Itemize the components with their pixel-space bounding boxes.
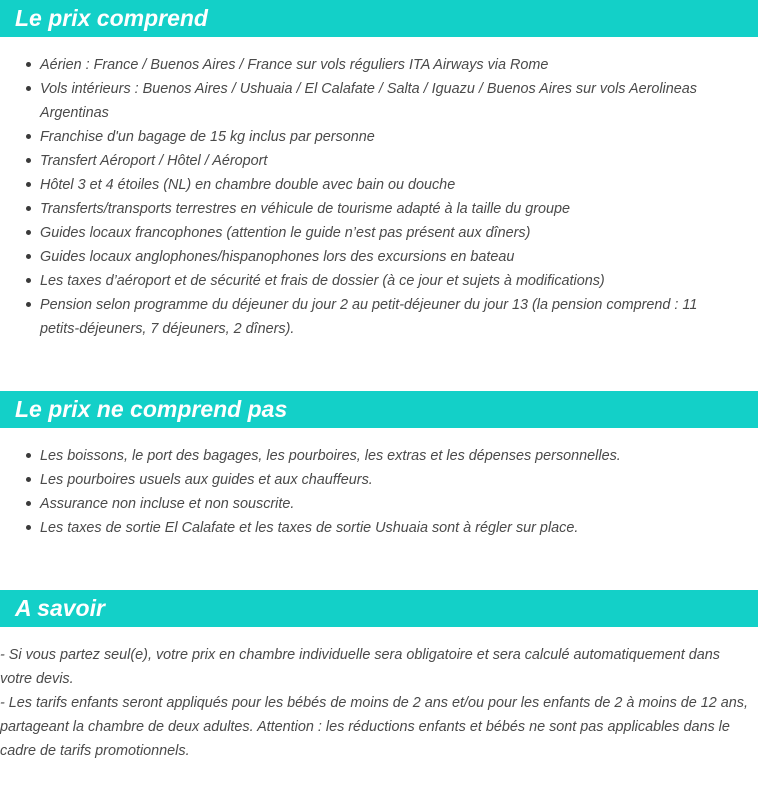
section-header-included (0, 0, 758, 37)
included-item: Franchise d'un bagage de 15 kg inclus par personne (0, 125, 758, 149)
included-item: Aérien : France / Buenos Aires / France sur vols réguliers ITA Airways via Rome (0, 53, 758, 77)
excluded-item: Les taxes de sortie El Calafate et les taxes de sortie Ushuaia sont à régler sur place. (0, 516, 758, 540)
included-item: Les taxes d’aéroport et de sécurité et frais de dossier (à ce jour et sujets à modifications) (0, 269, 758, 293)
excluded-list (0, 444, 758, 540)
included-item: Guides locaux francophones (attention le guide n’est pas présent aux dîners) (0, 221, 758, 245)
included-item: Pension selon programme du déjeuner du jour 2 au petit-déjeuner du jour 13 (la pension comprend : 11 petits-déjeuners, 7 déjeuners, 2 dîners). (0, 293, 758, 341)
info-note-line: - Si vous partez seul(e), votre prix en chambre individuelle sera obligatoire et sera calculé automatiquement dans votre devis. (0, 647, 720, 687)
info-note-line: - Les tarifs enfants seront appliqués pour les bébés de moins de 2 ans et/ou pour les enfants de 2 à moins de 12 ans, partageant la chambre de deux adultes. Attention : les réductions enfants et bébés ne sont pas applicables dans le cadre de tarifs promotionnels. (0, 695, 748, 759)
included-list (0, 53, 758, 341)
section-title-included: Le prix comprend (15, 5, 208, 31)
included-item: Transfert Aéroport / Hôtel / Aéroport (0, 149, 758, 173)
info-notes (0, 643, 752, 763)
excluded-item: Assurance non incluse et non souscrite. (0, 492, 758, 516)
included-item: Vols intérieurs : Buenos Aires / Ushuaia / El Calafate / Salta / Iguazu / Buenos Aires sur vols Aerolineas Argentinas (0, 77, 758, 125)
included-item: Transferts/transports terrestres en véhicule de tourisme adapté à la taille du groupe (0, 197, 758, 221)
excluded-item: Les boissons, le port des bagages, les pourboires, les extras et les dépenses personnelles. (0, 444, 758, 468)
section-header-excluded (0, 391, 758, 428)
included-item: Hôtel 3 et 4 étoiles (NL) en chambre double avec bain ou douche (0, 173, 758, 197)
section-header-info (0, 590, 758, 627)
section-title-excluded: Le prix ne comprend pas (15, 396, 288, 422)
section-title-info: A savoir (15, 595, 105, 621)
included-item: Guides locaux anglophones/hispanophones lors des excursions en bateau (0, 245, 758, 269)
excluded-item: Les pourboires usuels aux guides et aux chauffeurs. (0, 468, 758, 492)
